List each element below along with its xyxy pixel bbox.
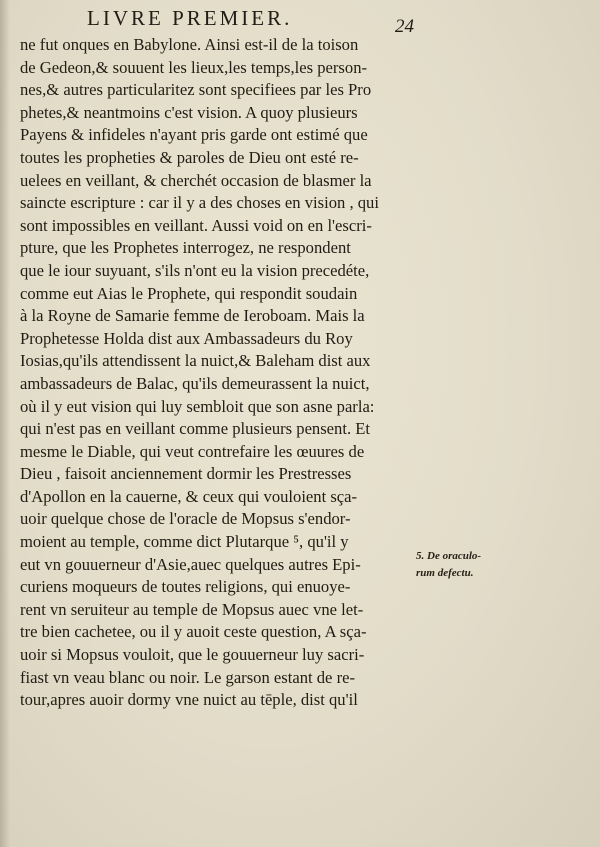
text-line: où il y eut vision qui luy sembloit que son asne parla: [20, 396, 375, 416]
text-line: tour,apres auoir dormy vne nuict au tēple, dist qu'il [20, 690, 358, 710]
text-line: Prophetesse Holda dist aux Ambassadeurs du Roy [20, 328, 353, 348]
text-body [20, 34, 410, 712]
text-line: moient au temple, comme dict Plutarque ⁵, qu'il y [20, 532, 349, 552]
text-line: eut vn gouuerneur d'Asie,auec quelques autres Epi- [20, 554, 361, 574]
text-line: Iosias,qu'ils attendissent la nuict,& Baleham dist aux [20, 351, 371, 371]
text-line: pture, que les Prophetes interrogez, ne respondent [20, 238, 351, 258]
text-line: rent vn seruiteur au temple de Mopsus auec vne let- [20, 599, 364, 619]
text-line: à la Royne de Samarie femme de Ieroboam. Mais la [20, 306, 365, 326]
text-line: tre bien cachetee, ou il y auoit ceste question, A sça- [20, 622, 367, 642]
text-line: Dieu , faisoit anciennement dormir les Prestresses [20, 464, 352, 484]
gutter-shadow [0, 0, 10, 847]
text-line: qui n'est pas en veillant comme plusieurs pensent. Et [20, 419, 371, 439]
marginal-note-line: 5. De oraculo- [416, 550, 482, 562]
text-line: toutes les propheties & paroles de Dieu ont esté re- [20, 147, 359, 167]
text-line: mesme le Diable, qui veut contrefaire les œuures de [20, 441, 365, 461]
text-line: uoir si Mopsus vouloit, que le gouuerneur luy sacri- [20, 645, 365, 665]
page-number: 24 [395, 16, 414, 37]
text-line: comme eut Aias le Prophete, qui respondit soudain [20, 283, 358, 303]
marginal-note [416, 548, 502, 582]
marginal-note-line: rum defectu. [416, 567, 474, 579]
text-line: ne fut onques en Babylone. Ainsi est-il de la toison [20, 35, 359, 54]
text-line: de Gedeon,& souuent les lieux,les temps,les person- [20, 57, 368, 77]
text-line: sont impossibles en veillant. Aussi void on en l'escri- [20, 215, 372, 235]
text-line: curiens moqueurs de toutes religions, qui enuoye- [20, 577, 351, 597]
text-line: fiast vn veau blanc ou noir. Le garson estant de re- [20, 667, 355, 687]
text-line: saincte escripture : car il y a des choses en vision , qui [20, 193, 379, 213]
text-line: Payens & infideles n'ayant pris garde ont estimé que [20, 125, 368, 145]
text-line: d'Apollon en la cauerne, & ceux qui vouloient sça- [20, 486, 358, 506]
text-line: uelees en veillant, & cherchét occasion de blasmer la [20, 170, 372, 190]
text-line: ambassadeurs de Balac, qu'ils demeurassent la nuict, [20, 373, 370, 393]
text-line: phetes,& neantmoins c'est vision. A quoy plusieurs [20, 102, 358, 122]
text-line: uoir quelque chose de l'oracle de Mopsus s'endor- [20, 509, 351, 529]
text-line: que le iour suyuant, s'ils n'ont eu la vision precedéte, [20, 260, 370, 280]
running-head: LIVRE PREMIER. [87, 6, 293, 30]
text-line: nes,& autres particularitez sont specifiees par les Pro [20, 80, 372, 100]
